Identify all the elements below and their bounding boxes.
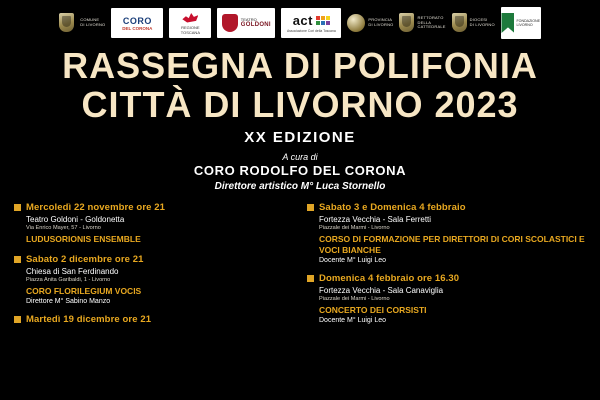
curated-by-label: A cura di [282, 152, 318, 163]
logo-coro-line2: DEL CORONA [122, 25, 153, 31]
logo-diocesi-line2: DI LIVORNO [469, 22, 495, 27]
logo-provincia-line1: PROVINCIA [368, 17, 393, 23]
event-teacher: Docente M° Luigi Leo [319, 317, 387, 324]
theatre-seal-icon [222, 14, 238, 32]
logo-diocesi-di-livorno [452, 13, 495, 33]
event-address: Piazzale dei Marmi - Livorno [319, 295, 390, 302]
logo-comune-line1: COMUNE [80, 17, 100, 23]
logo-teatro-goldoni [217, 8, 275, 38]
logo-act [281, 8, 341, 38]
event-date: Domenica 4 febbraio ore 16.30 [319, 272, 460, 284]
logo-fondazione-livorno [501, 7, 541, 39]
sponsor-logo-strip [0, 0, 600, 44]
logo-coro-line1: CORO [122, 15, 152, 26]
event-date: Sabato 3 e Domenica 4 febbraio [319, 202, 466, 214]
logo-provincia-di-livorno [347, 14, 393, 33]
event-date: Sabato 2 dicembre ore 21 [26, 253, 144, 265]
logo-rettorato-line3: CATTEDRALE [417, 24, 446, 30]
event-teacher: Docente M° Luigi Leo [319, 256, 387, 264]
logo-comune-di-livorno-label [80, 5, 105, 41]
logo-rettorato-line2: DELLA [417, 19, 432, 25]
event-address: Piazzale dei Marmi - Livorno [319, 225, 390, 232]
event-performer: CORSO DI FORMAZIONE PER DIRETTORI DI CORI SCOLASTICI E VOCI BIANCHE [319, 234, 585, 255]
event-director: Direttore M° Sabino Manzo [26, 297, 111, 305]
logo-act-sub: Associazione Cori della Toscana [286, 29, 336, 33]
diocesi-crest-icon [452, 13, 467, 32]
rettorato-crest-icon [399, 13, 414, 32]
event-address: Via Enrico Mayer, 57 - Livorno [26, 225, 101, 232]
event-performer: LUDUSORIONIS ENSEMBLE [26, 234, 141, 245]
page-title-line2: CITTÀ DI LIVORNO 2023 [81, 83, 519, 125]
logo-regione-line1: REGIONE [181, 24, 200, 30]
program-column-left [14, 202, 293, 333]
provincia-crest-icon [347, 14, 365, 32]
event-venue: Fortezza Vecchia - Sala Canaviglia [319, 285, 444, 295]
logo-regione-line2: TOSCANA [180, 29, 200, 35]
program-column-right [307, 202, 586, 333]
page-title-line1: RASSEGNA DI POLIFONIA [62, 45, 538, 86]
logo-rettorato-line1: RETTORATO [417, 15, 444, 21]
event-performer: CORO FLORILEGIUM VOCIS [26, 285, 142, 296]
event-item [14, 314, 293, 325]
event-date: Martedì 19 dicembre ore 21 [26, 313, 152, 325]
logo-goldoni-line1: TEATRO [240, 16, 257, 22]
logo-provincia-line2: DI LIVORNO [368, 22, 394, 27]
logo-comune-line2: DI LIVORNO [80, 22, 106, 27]
logo-diocesi-line1: DIOCESI [469, 17, 488, 23]
event-performer: CONCERTO DEI CORSISTI [319, 304, 427, 315]
logo-comune-di-livorno [59, 5, 74, 41]
edition-label: XX EDIZIONE [244, 129, 356, 147]
logo-goldoni-line2: GOLDONI [240, 21, 271, 28]
title-block [0, 44, 600, 192]
event-item [307, 273, 586, 324]
event-item [14, 202, 293, 244]
pegasus-icon [182, 12, 198, 24]
bullet-icon [307, 204, 314, 211]
logo-regione-toscana [169, 8, 211, 38]
bullet-icon [14, 316, 21, 323]
act-squares-icon [316, 16, 330, 25]
bullet-icon [307, 275, 314, 282]
comune-crest-icon [59, 13, 74, 32]
event-venue: Fortezza Vecchia - Sala Ferretti [319, 215, 432, 225]
event-item [307, 202, 586, 263]
program-listing [0, 192, 600, 333]
logo-rettorato-della-cattedrale [399, 13, 445, 33]
bullet-icon [14, 204, 21, 211]
bullet-icon [14, 256, 21, 263]
event-date: Mercoledì 22 novembre ore 21 [26, 202, 166, 214]
event-address: Piazza Anita Garibaldi, 1 - Livorno [26, 276, 111, 283]
event-venue: Chiesa di San Ferdinando [26, 266, 119, 276]
fondazione-mark-icon [501, 13, 514, 33]
logo-coro-del-corona [111, 8, 163, 38]
logo-fondazione-line2: LIVORNO [516, 23, 533, 27]
logo-act-word: act [292, 13, 313, 28]
event-venue: Teatro Goldoni - Goldonetta [26, 215, 125, 225]
event-item [14, 254, 293, 305]
logo-fondazione-line1: FONDAZIONE [516, 18, 541, 23]
artistic-director: Direttore artistico M° Luca Stornello [214, 181, 386, 193]
organizing-choir: CORO RODOLFO DEL CORONA [193, 163, 407, 179]
